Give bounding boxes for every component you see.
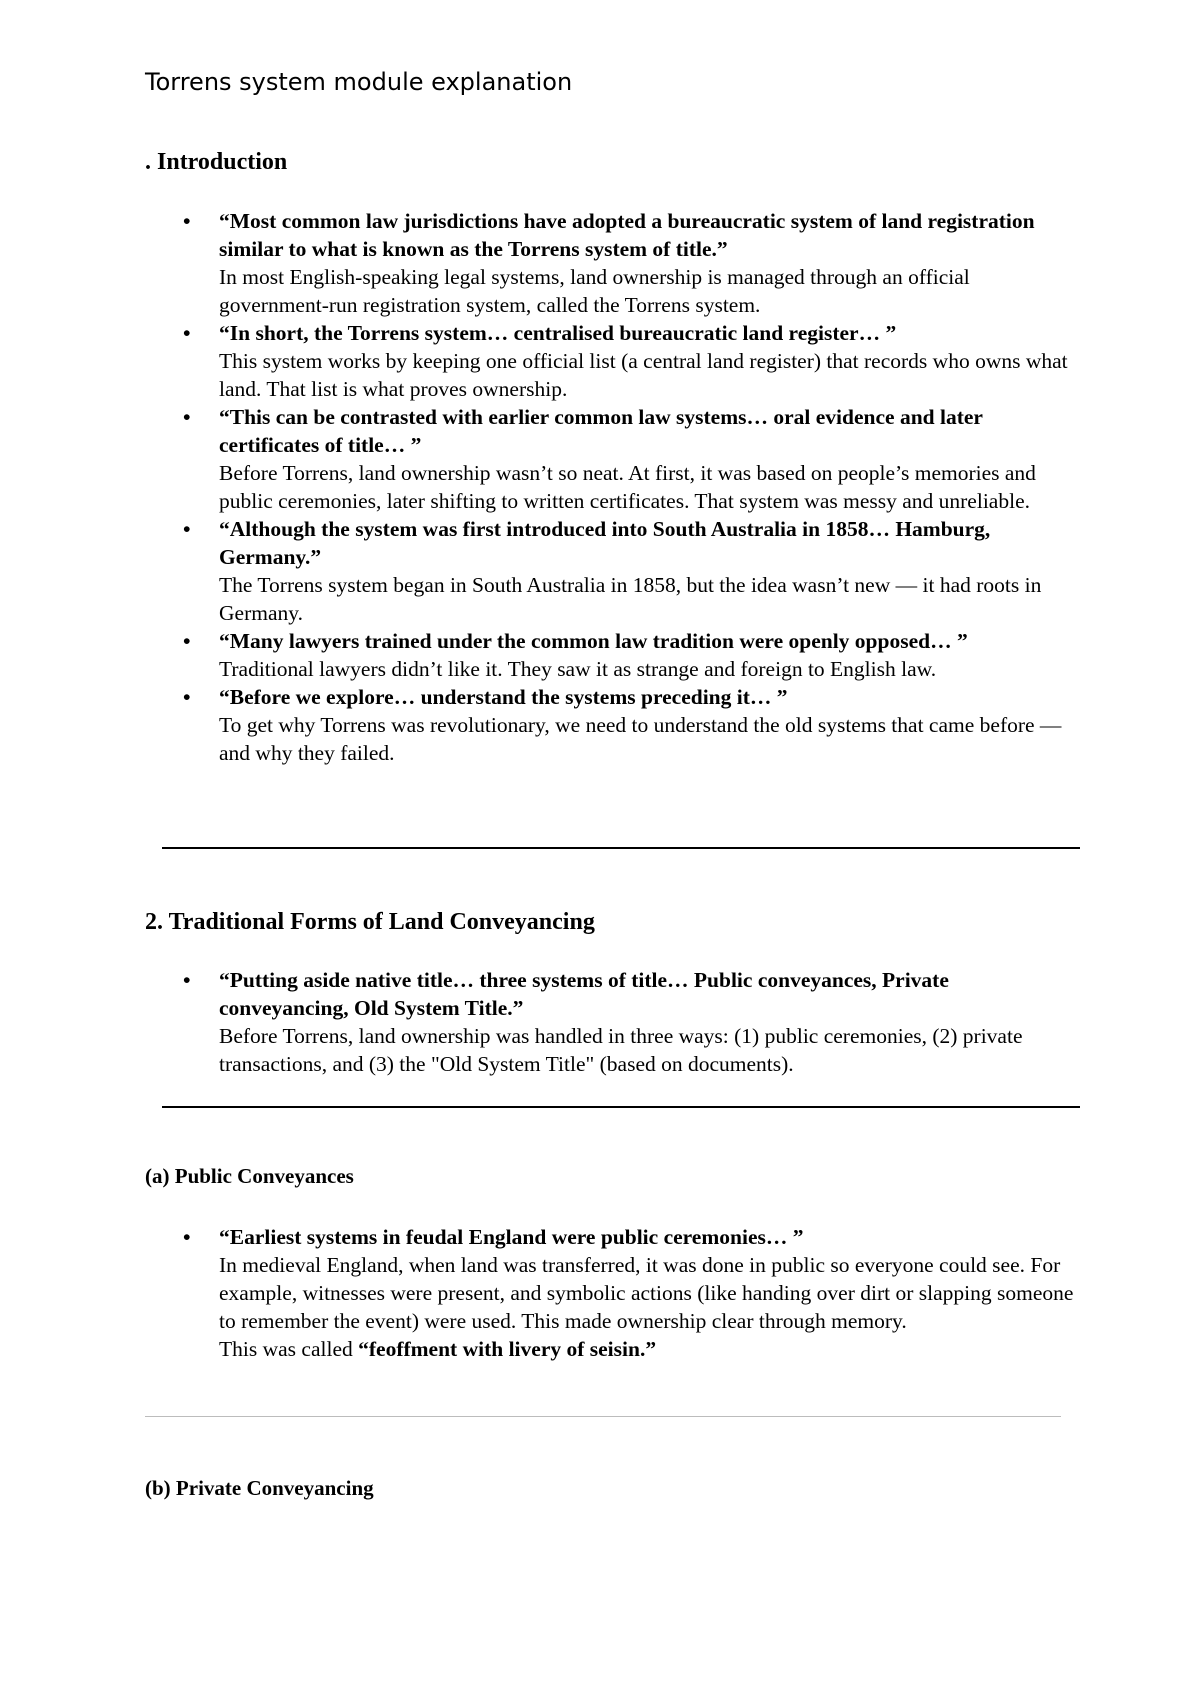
explanation-text: Traditional lawyers didn’t like it. They saw it as strange and foreign to English law. <box>219 657 937 681</box>
section-divider <box>162 1106 1080 1108</box>
list-item <box>145 683 1075 767</box>
quote-text: • “Before we explore… understand the systems preceding it… ” <box>219 685 788 709</box>
called-prefix: This was called <box>219 1337 359 1361</box>
explanation-text: The Torrens system began in South Australia in 1858, but the idea wasn’t new — it had roots in Germany. <box>219 573 1042 625</box>
explanation-text: To get why Torrens was revolutionary, we need to understand the old systems that came before — and why they failed. <box>219 713 1062 765</box>
list-item <box>145 515 1075 627</box>
document-title: Torrens system module explanation <box>145 68 573 96</box>
quote-text: • “Many lawyers trained under the common law tradition were openly opposed… ” <box>219 629 968 653</box>
explanation-text: In most English-speaking legal systems, land ownership is managed through an official government-run registration system, called the Torrens system. <box>219 265 970 317</box>
private-heading: (b) Private Conveyancing <box>145 1476 374 1500</box>
list-item <box>145 319 1075 403</box>
traditional-list <box>145 966 1075 1078</box>
traditional-heading: 2. Traditional Forms of Land Conveyancing <box>145 909 595 935</box>
called-line <box>219 1335 1075 1363</box>
section-divider <box>145 1416 1061 1417</box>
list-item <box>145 966 1075 1078</box>
quote-text: • “Putting aside native title… three systems of title… Public conveyances, Private conveyancing, Old System Title.” <box>219 968 949 1020</box>
intro-list <box>145 207 1075 767</box>
quote-text: • “Earliest systems in feudal England were public ceremonies… ” <box>219 1225 804 1249</box>
list-item <box>145 627 1075 683</box>
public-list <box>145 1223 1075 1363</box>
intro-heading: . Introduction <box>145 149 288 175</box>
explanation-text: Before Torrens, land ownership wasn’t so neat. At first, it was based on people’s memories and public ceremonies, later shifting to written certificates. That system was messy and unreliable. <box>219 461 1036 513</box>
list-item <box>145 403 1075 515</box>
called-term: “feoffment with livery of seisin.” <box>358 1337 657 1361</box>
list-item <box>145 207 1075 319</box>
list-item <box>145 1223 1075 1363</box>
explanation-text: This system works by keeping one official list (a central land register) that records who owns what land. That list is what proves ownership. <box>219 349 1068 401</box>
explanation-text: In medieval England, when land was transferred, it was done in public so everyone could see. For example, witnesses were present, and symbolic actions (like handing over dirt or slapping someone to remember the event) were used. This made ownership clear through memory. <box>219 1253 1074 1333</box>
explanation-text: Before Torrens, land ownership was handled in three ways: (1) public ceremonies, (2) private transactions, and (3) the "Old System Title" (based on documents). <box>219 1024 1023 1076</box>
quote-text: • “In short, the Torrens system… centralised bureaucratic land register… ” <box>219 321 897 345</box>
quote-text: • “Although the system was first introduced into South Australia in 1858… Hamburg, Germany.” <box>219 517 991 569</box>
quote-text: • “Most common law jurisdictions have adopted a bureaucratic system of land registration similar to what is known as the Torrens system of title.” <box>219 209 1035 261</box>
section-divider <box>162 847 1080 849</box>
public-heading: (a) Public Conveyances <box>145 1164 354 1188</box>
quote-text: • “This can be contrasted with earlier common law systems… oral evidence and later certificates of title… ” <box>219 405 983 457</box>
